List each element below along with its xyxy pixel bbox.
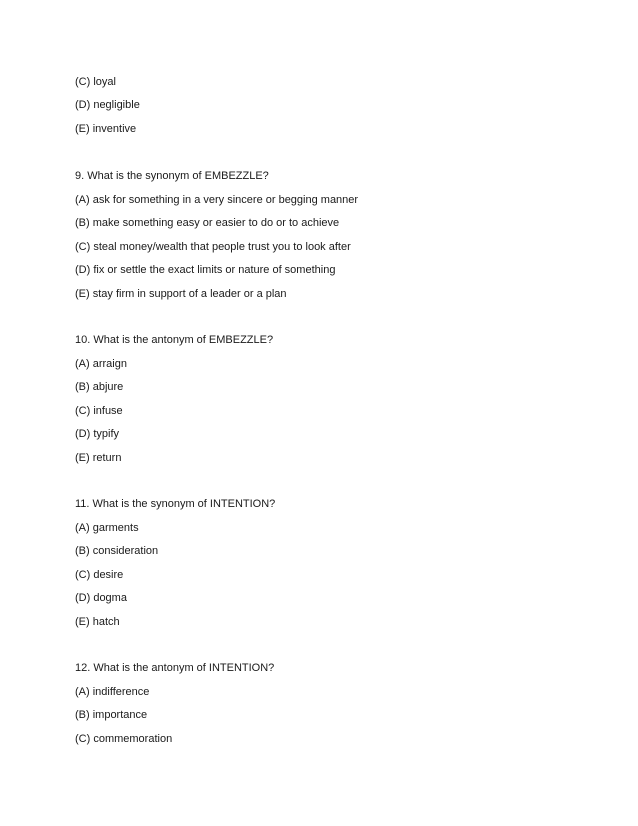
q9-option-e: (E) stay firm in support of a leader or a plan bbox=[75, 288, 287, 300]
q9-option-b: (B) make something easy or easier to do or to achieve bbox=[75, 217, 340, 229]
q11-option-e: (E) hatch bbox=[75, 616, 120, 628]
q10-option-c: (C) infuse bbox=[75, 405, 123, 417]
question-12: 12. What is the antonym of INTENTION? bbox=[75, 662, 275, 674]
prev-option-e: (E) inventive bbox=[75, 123, 137, 135]
q12-option-a: (A) indifference bbox=[75, 686, 150, 698]
q11-option-d: (D) dogma bbox=[75, 592, 127, 604]
q9-option-a: (A) ask for something in a very sincere or begging manner bbox=[75, 194, 359, 206]
q12-option-b: (B) importance bbox=[75, 709, 148, 721]
q10-option-d: (D) typify bbox=[75, 428, 119, 440]
q11-option-c: (C) desire bbox=[75, 569, 124, 581]
q11-option-b: (B) consideration bbox=[75, 545, 159, 557]
q12-option-c: (C) commemoration bbox=[75, 733, 173, 745]
prev-option-c: (C) loyal bbox=[75, 76, 116, 88]
question-10: 10. What is the antonym of EMBEZZLE? bbox=[75, 334, 274, 346]
prev-option-d: (D) negligible bbox=[75, 99, 140, 111]
question-9: 9. What is the synonym of EMBEZZLE? bbox=[75, 170, 269, 182]
question-11: 11. What is the synonym of INTENTION? bbox=[75, 498, 276, 510]
q10-option-e: (E) return bbox=[75, 452, 122, 464]
q9-option-c: (C) steal money/wealth that people trust you to look after bbox=[75, 241, 351, 253]
q9-option-d: (D) fix or settle the exact limits or nature of something bbox=[75, 264, 336, 276]
q11-option-a: (A) garments bbox=[75, 522, 139, 534]
q10-option-a: (A) arraign bbox=[75, 358, 127, 370]
q10-option-b: (B) abjure bbox=[75, 381, 124, 393]
